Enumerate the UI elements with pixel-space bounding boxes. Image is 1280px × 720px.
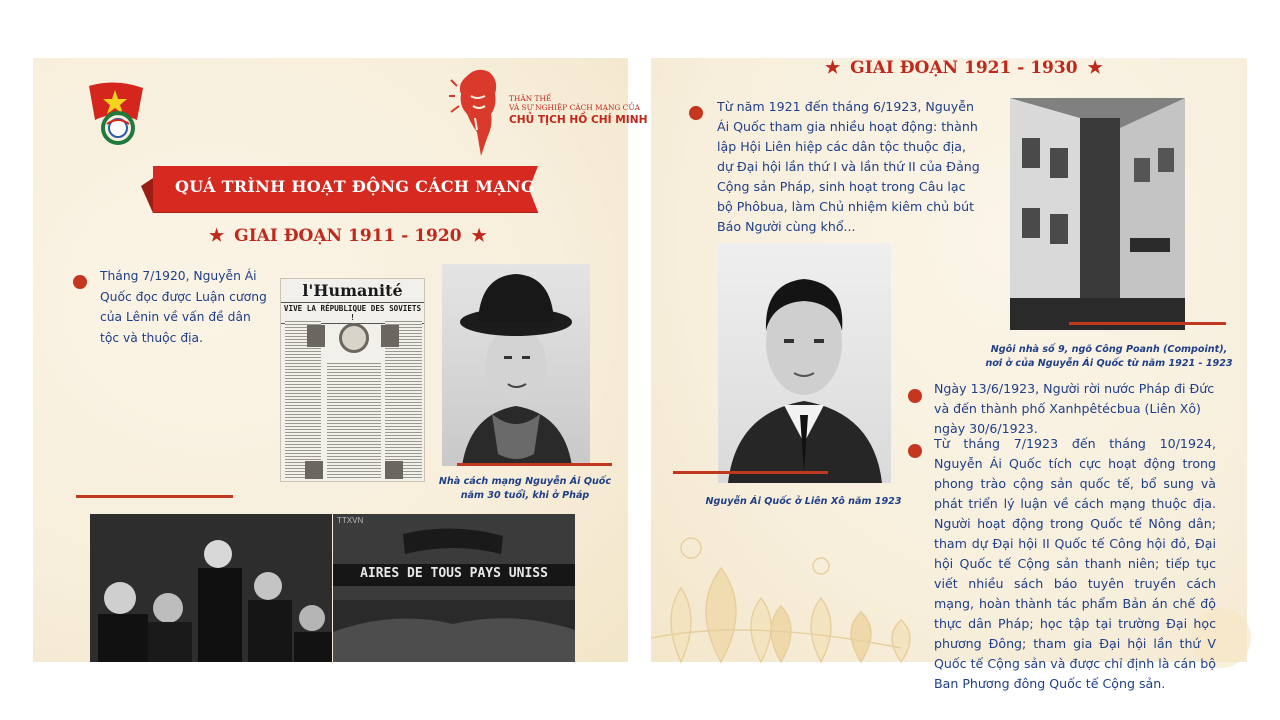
star-icon: ★ [825,58,841,78]
bullet-icon [908,444,922,458]
portrait-caption-1923: Nguyễn Ái Quốc ở Liên Xô năm 1923 [705,496,902,507]
period-title: GIAI ĐOẠN 1911 - 1920 [234,226,462,246]
logo-line-1: THÂN THẾ [509,94,552,103]
compoint-house-image [1010,98,1185,330]
watermark: TTXVN [337,516,364,525]
logo-title: CHỦ TỊCH HỒ CHÍ MINH [509,114,648,126]
newspaper-headline: VIVE LA RÉPUBLIQUE DES SOVIETS ! [281,302,424,324]
house-caption [981,343,1237,371]
banner-title: QUÁ TRÌNH HOẠT ĐỘNG CÁCH MẠNG [175,177,535,196]
left-panel [33,58,648,662]
right-panel [651,58,1247,691]
portrait-caption-1920: Nhà cách mạng Nguyễn Ái Quốc năm 30 tuổi, khi ở Pháp [438,476,612,501]
house-caption-line-1: Ngôi nhà số 9, ngõ Công Poanh (Compoint), [990,344,1228,355]
caption-divider [457,463,612,466]
section-banner [141,166,538,213]
bullet-icon [73,275,87,289]
congress-photo-image [333,514,575,662]
ho-chi-minh-logo [447,66,648,158]
group-photo-image [90,514,332,662]
bullet-icon [689,106,703,120]
house-caption-line-2: nơi ở của Nguyễn Ái Quốc từ năm 1921 - 1923 [985,358,1233,369]
bullet-icon [908,389,922,403]
star-icon: ★ [209,226,225,246]
portrait-ussr-image [718,243,891,483]
caption-divider [1069,322,1226,325]
caption-divider [673,471,828,474]
congress-banner-text: AIRES DE TOUS PAYS UNISS [360,566,548,581]
period-heading-1911 [209,226,487,246]
newspaper-humanite-image [280,278,425,482]
star-icon: ★ [1087,58,1103,78]
logo-subtitle [509,94,640,112]
logo-line-2: VÀ SỰ NGHIỆP CÁCH MẠNG CỦA [509,103,640,112]
star-icon: ★ [471,226,487,246]
portrait-sketch-icon [447,66,507,158]
section-divider [76,495,233,498]
paragraph-1921: Từ năm 1921 đến tháng 6/1923, Nguyễn Ái Quốc tham gia nhiều hoạt động: thành lập Hội Liên hiệp các dân tộc thuộc địa, dự Đại hội lần thứ I và lần thứ II của Đảng Cộng sản Pháp, sinh hoạt trong Câu lạc bộ Phôbua, làm Chủ nhiệm kiêm chủ bút Báo Người cùng khổ... [717,99,980,234]
portrait-with-hat-image [442,264,590,466]
youth-union-logo [85,80,147,148]
newspaper-title: l'Humanité [302,281,403,300]
paragraph-1920: Tháng 7/1920, Nguyễn Ái Quốc đọc được Luận cương của Lênin về vấn đề dân tộc và thuộc địa. [100,269,267,345]
period-title: GIAI ĐOẠN 1921 - 1930 [850,58,1078,78]
paragraph-1923-1924: Từ tháng 7/1923 đến tháng 10/1924, Nguyễn Ái Quốc tích cực hoạt động trong phong trào cộng sản quốc tế, bổ sung và phát triển lý luận về cách mạng thuộc địa. Người hoạt động trong Quốc tế Nông dân; tham dự Đại hội II Quốc tế Công hội đỏ, Đại hội Quốc tế Cộng sản thanh niên; tiếp tục viết nhiều sách báo tuyên truyền cách mạng, hoàn thành tác phẩm Bản án chế độ thực dân Pháp; học tập tại trường Đại học phương Đông; tham gia Đại hội lần thứ V Quốc tế Cộng sản và được chỉ định là cán bộ Ban Phương đông Quốc tế Cộng sản. [934,436,1216,691]
paragraph-1923-travel: Ngày 13/6/1923, Người rời nước Pháp đi Đức và đến thành phố Xanhpêtécbua (Liên Xô) ngày 30/6/1923. [934,381,1215,436]
period-heading-1921 [825,58,1103,78]
